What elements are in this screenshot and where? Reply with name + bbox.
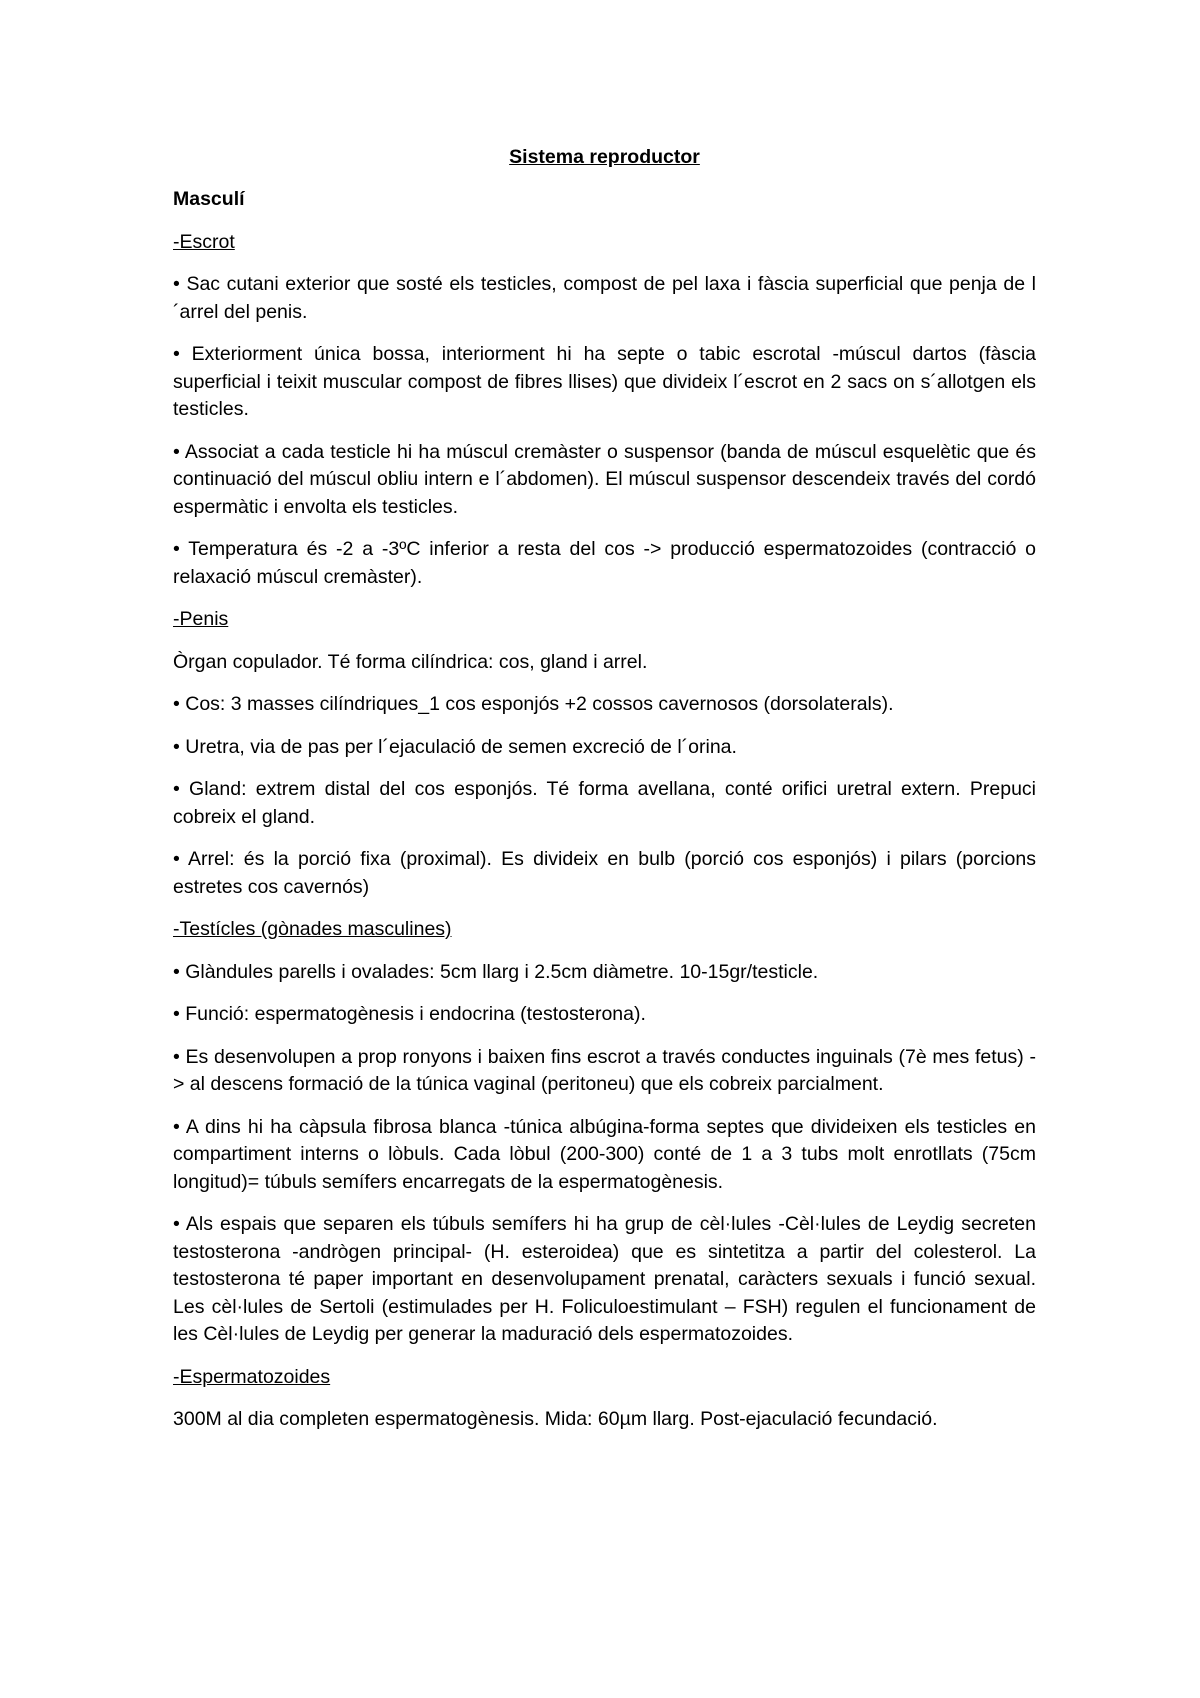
section-escrot <box>173 229 1036 592</box>
subheading-escrot: -Escrot <box>173 230 235 253</box>
paragraph: • Gland: extrem distal del cos esponjós. Té forma avellana, conté orifici uretral extern. Prepuci cobreix el gland. <box>173 778 1036 828</box>
paragraph: • Es desenvolupen a prop ronyons i baixen fins escrot a través conductes inguinals (7è mes fetus) -> al descens formació de la túnica vaginal (peritoneu) que els cobreix parcialment. <box>173 1045 1036 1095</box>
paragraph: • Exteriorment única bossa, interiorment hi ha septe o tabic escrotal -múscul dartos (fàscia superficial i teixit muscular compost de fibres llises) que divideix l´escrot en 2 sacs on s´allotgen els testicles. <box>173 343 1036 420</box>
section-testicles <box>173 916 1036 1349</box>
paragraph: • Glàndules parells i ovalades: 5cm llarg i 2.5cm diàmetre. 10-15gr/testicle. <box>173 960 819 983</box>
document-title: Sistema reproductor <box>509 146 700 168</box>
paragraph: • Temperatura és -2 a -3ºC inferior a resta del cos -> producció espermatozoides (contracció o relaxació múscul cremàster). <box>173 538 1036 588</box>
section-penis <box>173 606 1036 901</box>
subheading-penis: -Penis <box>173 608 229 630</box>
section-espermatozoides <box>173 1364 1036 1434</box>
paragraph: • Sac cutani exterior que sosté els testicles, compost de pel laxa i fàscia superficial que penja de l´arrel del penis. <box>173 273 1036 323</box>
paragraph: • A dins hi ha càpsula fibrosa blanca -túnica albúgina-forma septes que divideixen els testicles en compartiment interns o lòbuls. Cada lòbul (200-300) conté de 1 a 3 tubs molt enrotllats (75cm longitud)= túbuls semífers encarregats de la espermatogènesis. <box>173 1115 1036 1193</box>
paragraph: • Funció: espermatogènesis i endocrina (testosterona). <box>173 1003 646 1025</box>
paragraph: • Als espais que separen els túbuls semífers hi ha grup de cèl·lules -Cèl·lules de Leydig secreten testosterona -andrògen principal- (H. esteroidea) que es sintetitza a partir del colesterol. La testosterona té paper important en desenvolupament prenatal, caràcters sexuals i funció sexual. Les cèl·lules de Sertoli (estimulades per H. Foliculoestimulant – FSH) regulen el funcionament de les Cèl·lules de Leydig per generar la maduració dels espermatozoides. <box>173 1213 1036 1345</box>
paragraph: Òrgan copulador. Té forma cilíndrica: cos, gland i arrel. <box>173 650 648 673</box>
paragraph: • Associat a cada testicle hi ha múscul cremàster o suspensor (banda de múscul esquelètic que és continuació del múscul obliu intern e l´abdomen). El múscul suspensor descendeix través del cordó espermàtic i envolta els testicles. <box>173 440 1036 518</box>
paragraph: • Cos: 3 masses cilíndriques_1 cos esponjós +2 cossos cavernosos (dorsolaterals). <box>173 693 894 715</box>
subheading-espermatozoides: -Espermatozoides <box>173 1365 331 1388</box>
paragraph: • Uretra, via de pas per l´ejaculació de semen excreció de l´orina. <box>173 735 737 758</box>
section-heading: Masculí <box>173 188 245 210</box>
document-page <box>173 143 1036 1449</box>
paragraph: • Arrel: és la porció fixa (proximal). Es divideix en bulb (porció cos esponjós) i pilars (porcions estretes cos cavernós) <box>173 848 1036 898</box>
paragraph: 300M al dia completen espermatogènesis. Mida: 60µm llarg. Post-ejaculació fecundació. <box>173 1408 938 1430</box>
subheading-testicles: -Testícles (gònades masculines) <box>173 918 452 940</box>
